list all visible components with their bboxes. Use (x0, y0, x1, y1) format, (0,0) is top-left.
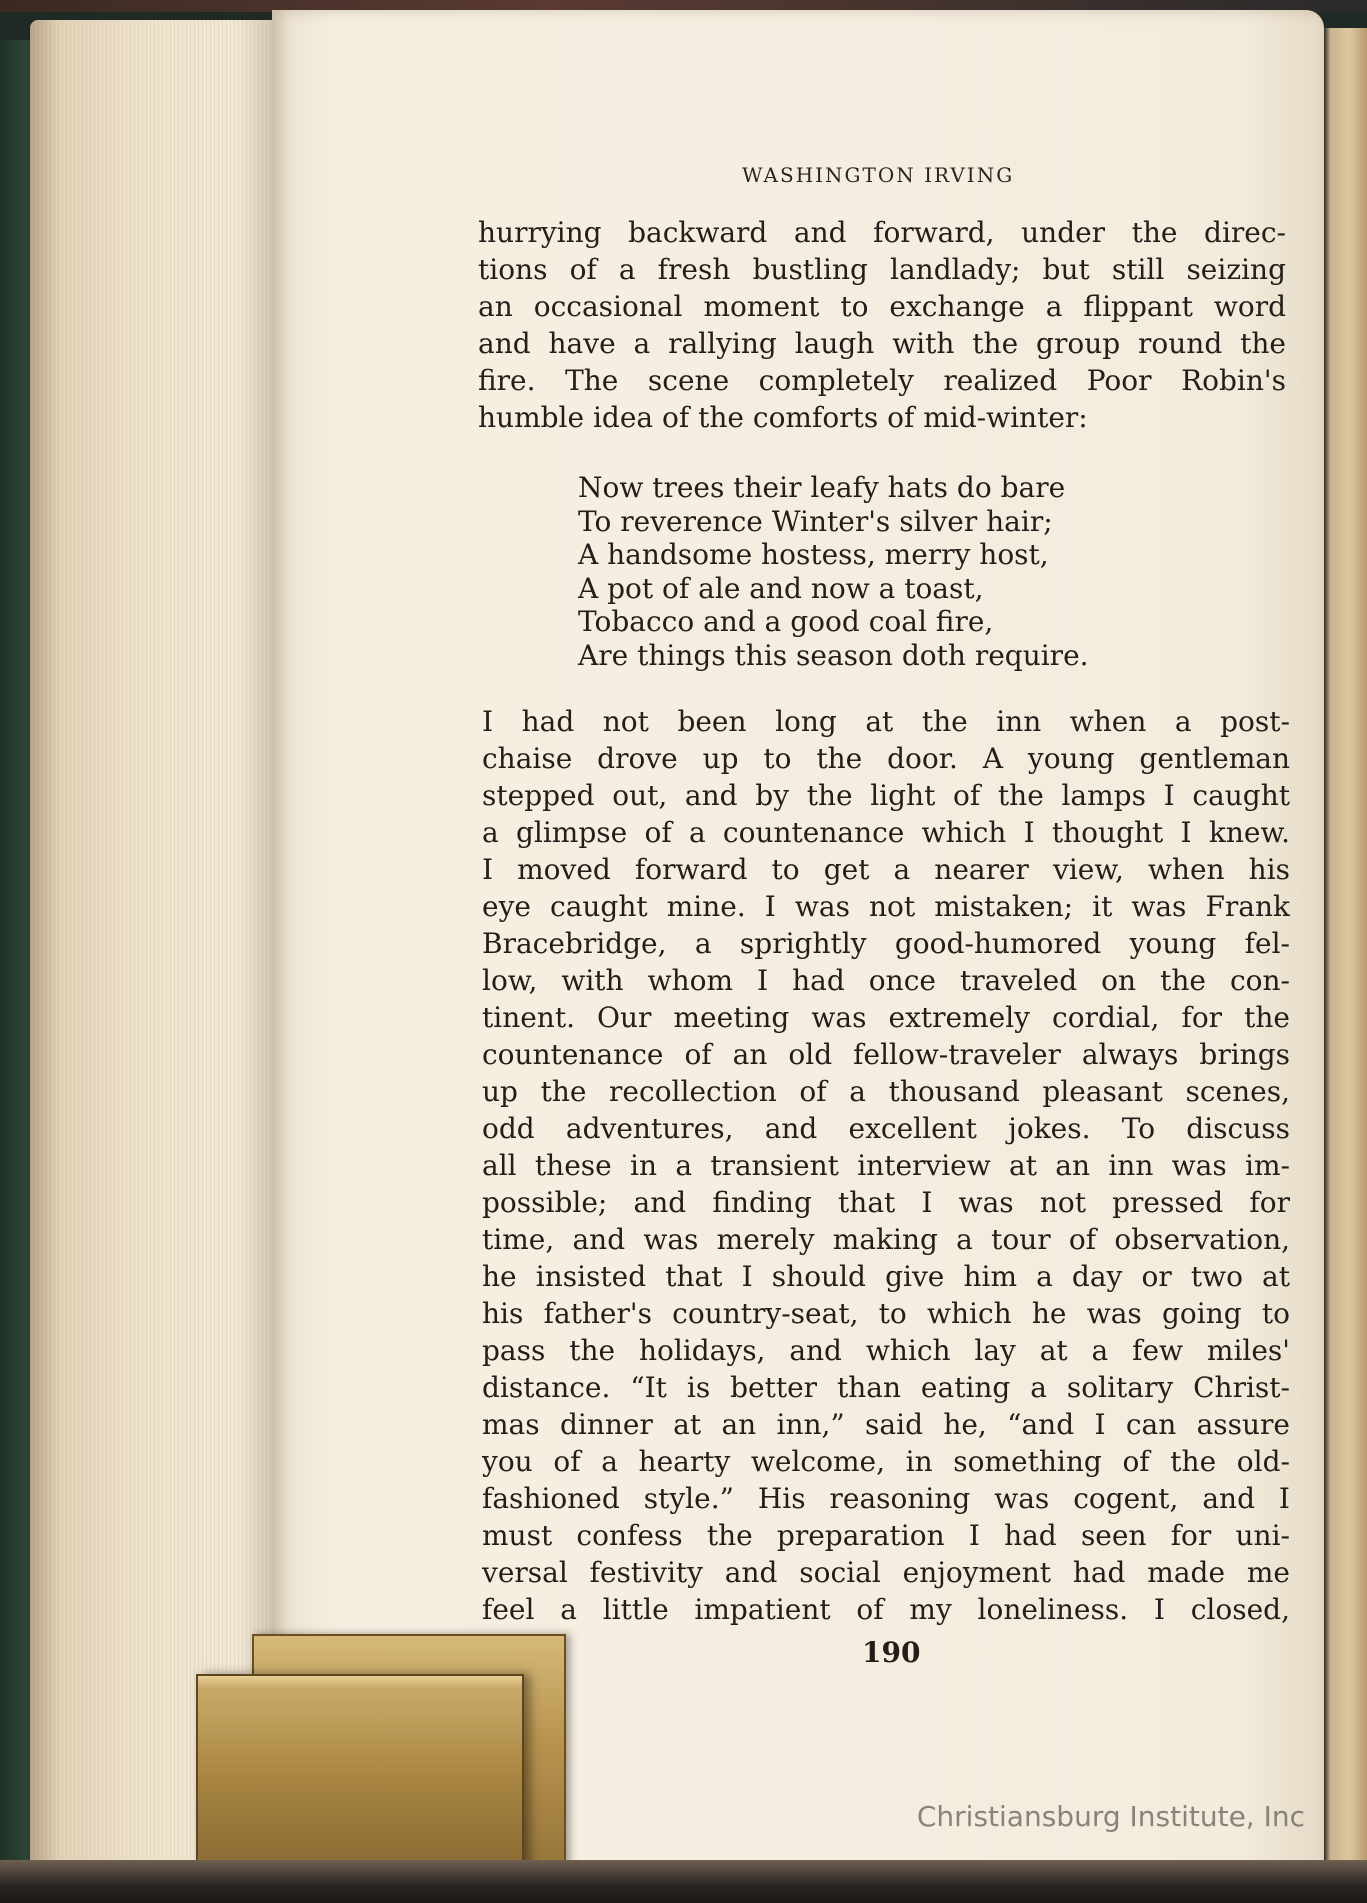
poem-line: Are things this season doth require. (578, 638, 1089, 672)
paragraph-2-line: chaise drove up to the door. A young gentleman (482, 742, 1290, 775)
paragraph-2-line: a glimpse of a countenance which I thought I knew. (482, 816, 1290, 849)
paragraph-2-line: fashioned style.” His reasoning was cogent, and I (482, 1482, 1290, 1515)
paragraph-2 (482, 703, 1290, 1628)
paragraph-2-line: odd adventures, and excellent jokes. To discuss (482, 1112, 1290, 1145)
paragraph-2-line: versal festivity and social enjoyment had made me (482, 1556, 1290, 1589)
paragraph-2-line: you of a hearty welcome, in something of the old- (482, 1445, 1290, 1478)
paragraph-2-line: stepped out, and by the light of the lamps I caught (482, 779, 1290, 812)
bottom-edge (0, 1860, 1367, 1903)
poem-line: A pot of ale and now a toast, (578, 571, 984, 605)
paragraph-2-line: distance. “It is better than eating a solitary Christ- (482, 1371, 1290, 1404)
paragraph-2-line: countenance of an old fellow-traveler always brings (482, 1038, 1290, 1071)
paragraph-1-line: an occasional moment to exchange a flippant word (478, 290, 1286, 323)
paragraph-2-line: mas dinner at an inn,” said he, “and I can assure (482, 1408, 1290, 1441)
paragraph-1 (478, 214, 1286, 436)
paragraph-2-line: must confess the preparation I had seen for uni- (482, 1519, 1290, 1552)
paragraph-2-line: he insisted that I should give him a day or two at (482, 1260, 1290, 1293)
paragraph-2-line: up the recollection of a thousand pleasant scenes, (482, 1075, 1290, 1108)
paragraph-2-line: his father's country-seat, to which he was going to (482, 1297, 1290, 1330)
paragraph-2-line: Bracebridge, a sprightly good-humored young fel- (482, 927, 1290, 960)
paragraph-2-line: possible; and finding that I was not pressed for (482, 1186, 1290, 1219)
paragraph-2-line: time, and was merely making a tour of observation, (482, 1223, 1290, 1256)
paragraph-1-line: humble idea of the comforts of mid-winter: (478, 401, 1088, 434)
paragraph-2-line: eye caught mine. I was not mistaken; it was Frank (482, 890, 1290, 923)
paragraph-1-line: tions of a fresh bustling landlady; but still seizing (478, 253, 1286, 286)
paragraph-2-line: pass the holidays, and which lay at a few miles' (482, 1334, 1290, 1367)
paragraph-2-line: all these in a transient interview at an inn was im- (482, 1149, 1290, 1182)
left-page-stack (30, 20, 280, 1903)
paragraph-2-line: feel a little impatient of my loneliness. I closed, (482, 1593, 1290, 1626)
paragraph-2-line: I moved forward to get a nearer view, when his (482, 853, 1290, 886)
paragraph-2-line: tinent. Our meeting was extremely cordial, for the (482, 1001, 1290, 1034)
paragraph-1-line: hurrying backward and forward, under the direc- (478, 216, 1286, 249)
right-page-edge (1324, 28, 1367, 1903)
running-head: WASHINGTON IRVING (742, 163, 1015, 187)
poem-line: Now trees their leafy hats do bare (578, 471, 1066, 504)
paragraph-2-line: low, with whom I had once traveled on the con- (482, 964, 1290, 997)
poem-stanza (578, 471, 1089, 672)
poem-line: Tobacco and a good coal fire, (578, 605, 994, 638)
paragraph-2-line: I had not been long at the inn when a post- (482, 705, 1290, 738)
paragraph-1-line: and have a rallying laugh with the group round the (478, 327, 1286, 360)
watermark: Christiansburg Institute, Inc (916, 1800, 1305, 1833)
poem-line: A handsome hostess, merry host, (578, 538, 1049, 571)
poem-line: To reverence Winter's silver hair; (578, 504, 1053, 538)
paragraph-1-line: fire. The scene completely realized Poor Robin's (478, 364, 1286, 397)
page-number: 190 (862, 1636, 921, 1669)
